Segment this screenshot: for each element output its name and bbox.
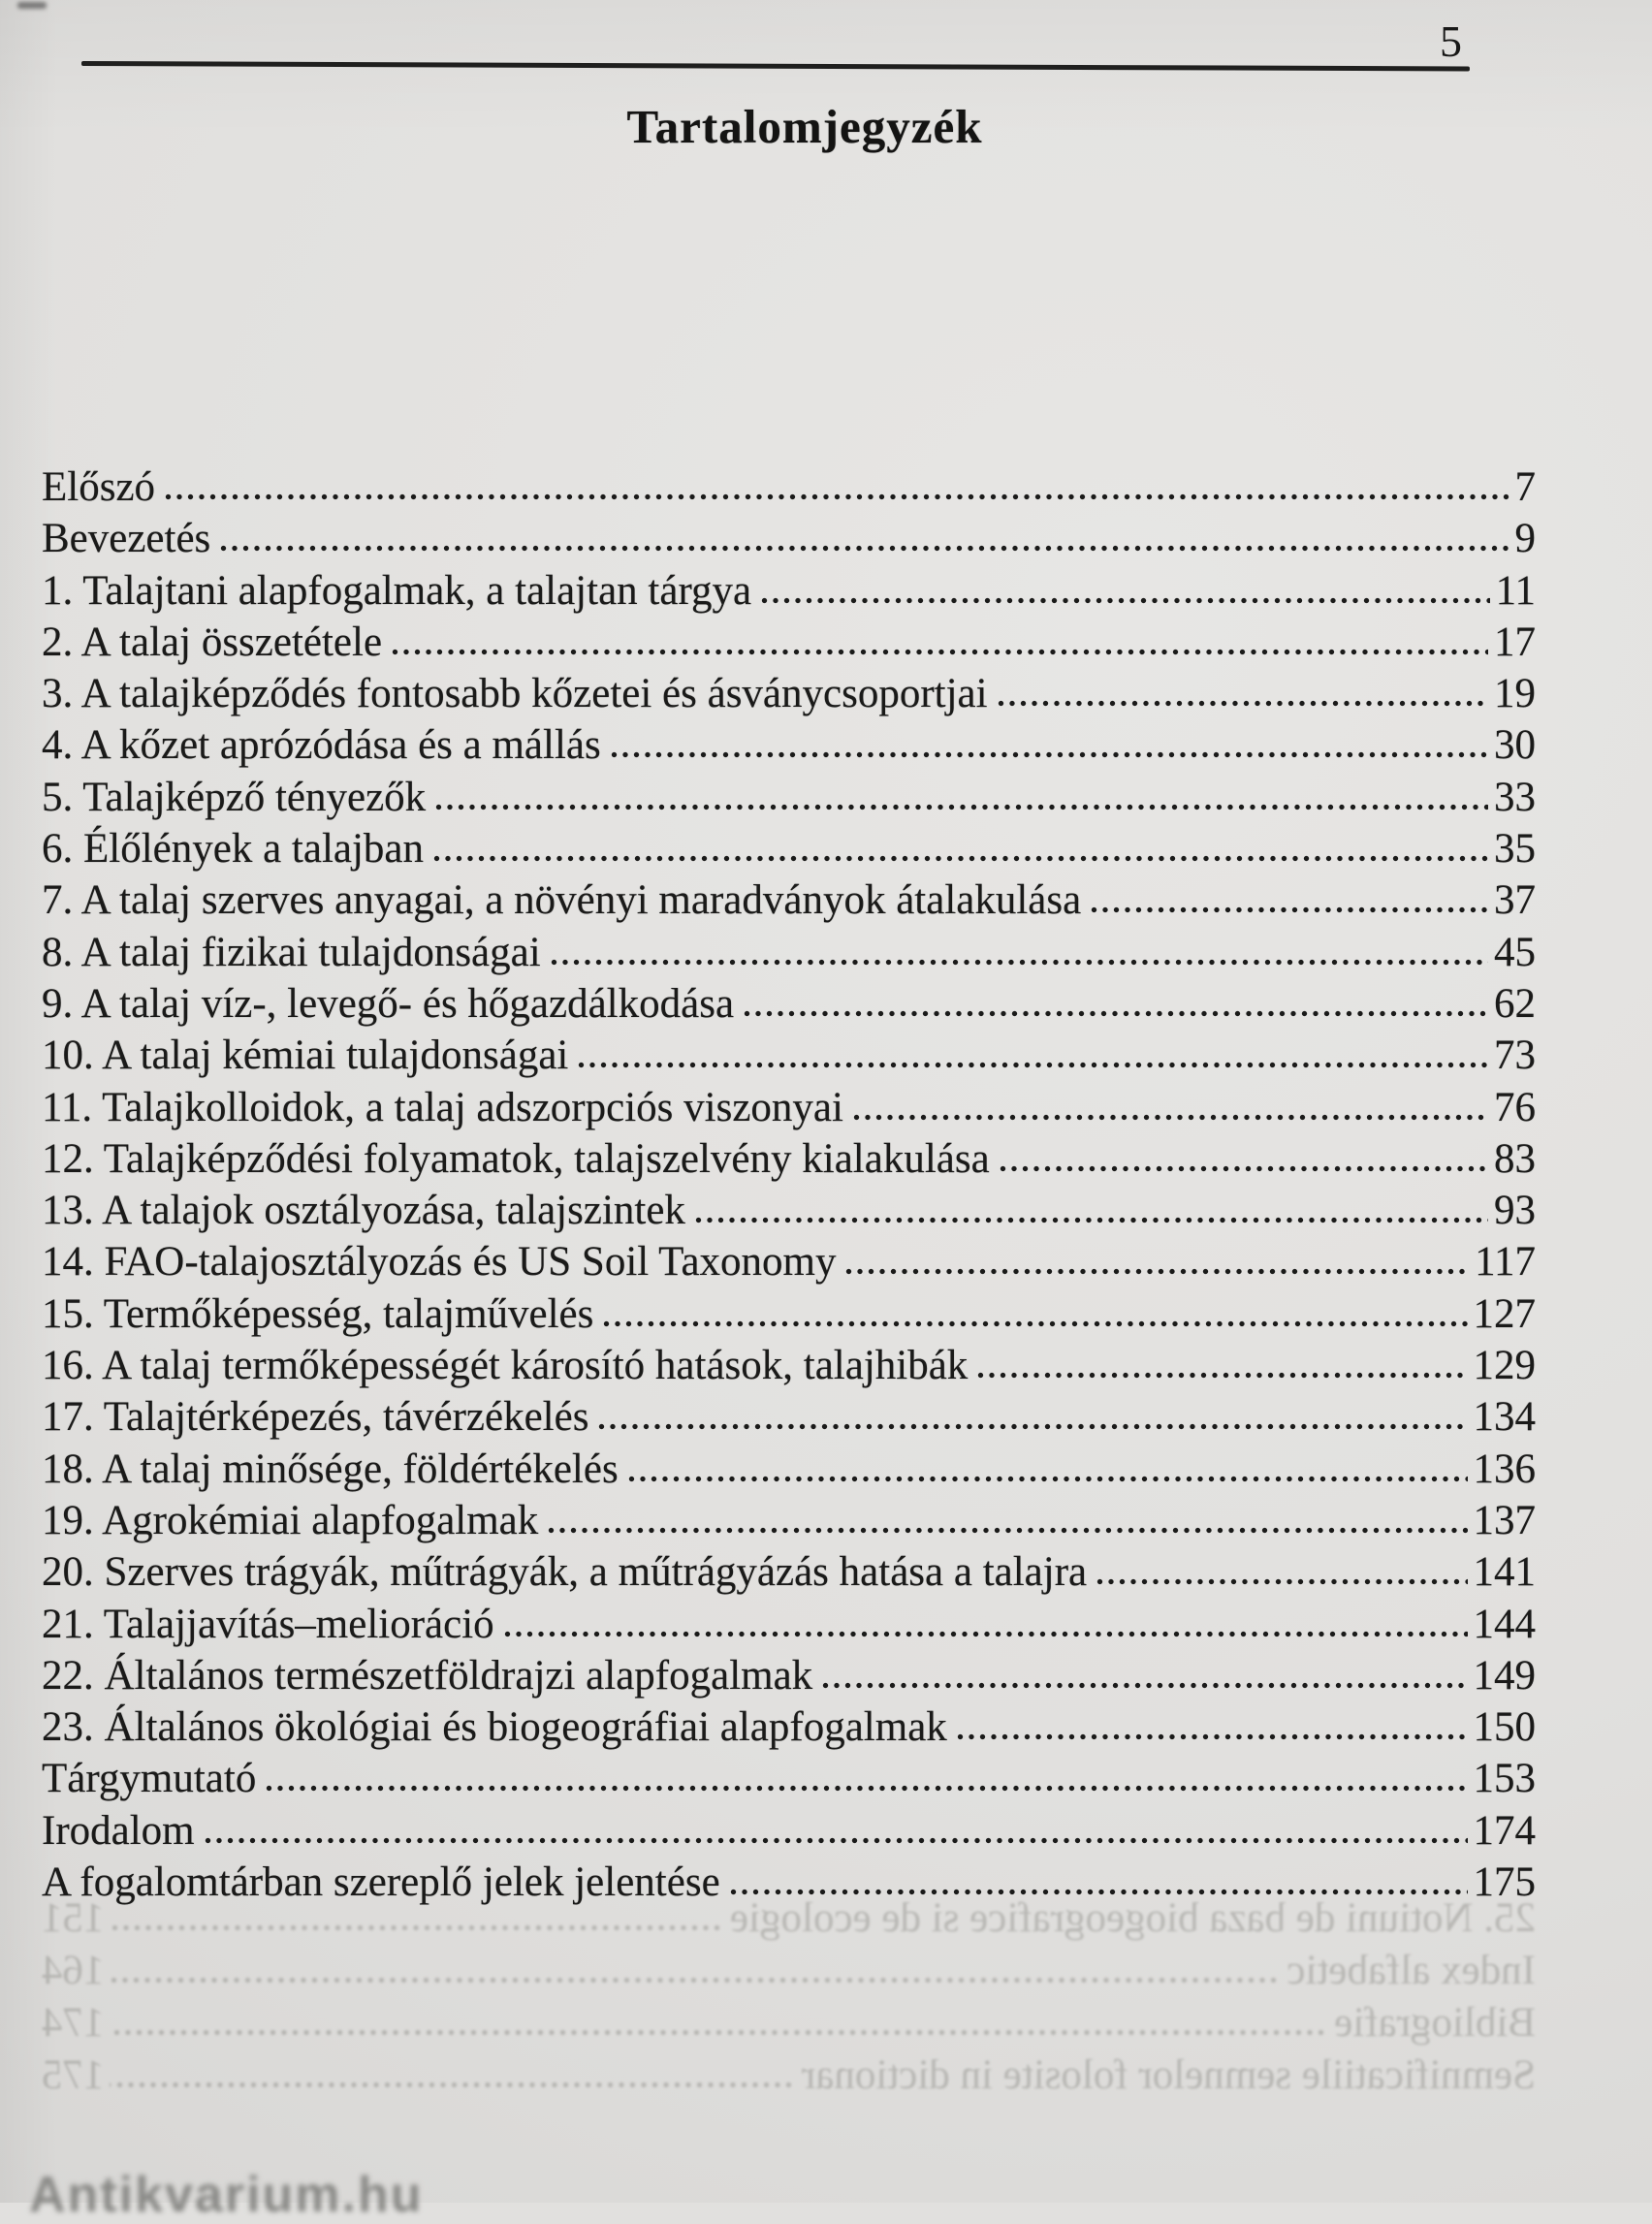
dot-leader: [433, 855, 1488, 862]
toc-entry-label: 22. Általános természetföldrajzi alapfogalmak: [42, 1652, 813, 1699]
toc-entry-label: Bibliografie: [1334, 2000, 1536, 2046]
toc-entry-label: 5. Talajképző tényezők: [42, 774, 427, 820]
dot-leader: [392, 649, 1488, 655]
toc-row: [42, 1703, 1536, 1755]
toc-entry-label: 1. Talajtani alapfogalmak, a talajtan tárgya: [42, 567, 752, 614]
toc-entry-page: 45: [1494, 929, 1536, 975]
toc-row: [42, 1652, 1536, 1703]
toc-entry-label: 16. A talaj termőképességét károsító hatások, talajhibák: [42, 1343, 969, 1389]
dot-leader: [603, 1320, 1467, 1327]
toc-entry-label: 11. Talajkolloidok, a talaj adszorpciós viszonyai: [42, 1084, 843, 1130]
toc-row: [42, 1393, 1536, 1445]
toc-entry-page: 175: [42, 2052, 105, 2098]
toc-entry-page: 93: [1494, 1188, 1536, 1234]
toc-entry-page: 174: [42, 2000, 105, 2046]
toc-row: [42, 1342, 1536, 1393]
toc-entry-label: 13. A talajok osztályozása, talajszintek: [42, 1188, 685, 1234]
toc-entry-page: 62: [1494, 980, 1536, 1027]
toc-row: [42, 1032, 1536, 1083]
toc-entry-page: 144: [1473, 1601, 1536, 1647]
page-number: 5: [1440, 16, 1462, 66]
toc-entry-label: Index alfabetic: [1287, 1948, 1536, 1993]
toc-entry-page: 134: [1473, 1394, 1536, 1441]
watermark: Antikvarium.hu: [29, 2167, 424, 2223]
dot-leader: [504, 1631, 1468, 1637]
toc-entry-page: 151: [42, 1895, 105, 1941]
dot-leader: [551, 959, 1488, 966]
dot-leader: [1091, 906, 1488, 913]
dot-leader: [220, 545, 1509, 552]
toc-entry-label: 7. A talaj szerves anyagai, a növényi maradványok átalakulása: [42, 877, 1082, 924]
dot-leader: [266, 1785, 1467, 1792]
dot-leader: [998, 700, 1488, 707]
toc-row: [42, 774, 1536, 825]
dot-leader: [598, 1423, 1467, 1430]
toc-entry-label: Irodalom: [42, 1807, 195, 1854]
dot-leader: [628, 1476, 1468, 1482]
toc-entry-label: 9. A talaj víz-, levegő- és hőgazdálkodása: [42, 980, 735, 1027]
toc-entry-page: 35: [1494, 826, 1536, 873]
dot-leader: [435, 804, 1488, 810]
toc-entry-page: 117: [1475, 1239, 1536, 1286]
toc-entry-label: 23. Általános ökológiai és biogeográfiai alapfogalmak: [42, 1704, 947, 1751]
toc-entry-page: 174: [1473, 1807, 1536, 1854]
toc-entry-label: 3. A talajképződés fontosabb kőzetei és ásványcsoportjai: [42, 671, 988, 717]
scan-artifact: [17, 2, 47, 9]
header-rule: [81, 61, 1470, 71]
toc-row: [42, 1446, 1536, 1497]
dot-leader: [548, 1527, 1467, 1534]
toc-entry-label: Bevezetés: [42, 516, 211, 562]
dot-leader: [845, 1268, 1469, 1275]
toc-entry-page: 150: [1473, 1704, 1536, 1751]
toc-row: [42, 1135, 1536, 1187]
toc-entry-label: 4. A kőzet aprózódása és a mállás: [42, 722, 601, 769]
toc-entry-label: A fogalomtárban szereplő jelek jelentése: [42, 1859, 720, 1906]
dot-leader: [822, 1682, 1467, 1689]
toc-entry-page: 30: [1494, 722, 1536, 769]
dot-leader: [111, 2029, 1325, 2036]
page-title: Tartalomjegyzék: [626, 100, 983, 153]
toc-entry-page: 83: [1494, 1135, 1536, 1182]
dot-leader: [1096, 1578, 1467, 1585]
toc-row: [42, 1947, 1536, 1999]
toc-entry-page: 137: [1473, 1497, 1536, 1543]
toc-entry-page: 175: [1473, 1859, 1536, 1906]
dot-leader: [853, 1114, 1488, 1121]
dot-leader: [977, 1372, 1467, 1379]
toc-entry-page: 129: [1473, 1343, 1536, 1389]
toc-entry-label: 17. Talajtérképezés, távérzékelés: [42, 1394, 589, 1441]
toc-entry-page: 127: [1473, 1290, 1536, 1337]
dot-leader: [761, 597, 1490, 604]
toc-entry-label: Semnificatiile semnelor folosite in dictionar: [801, 2052, 1536, 2098]
toc-entry-page: 11: [1495, 567, 1536, 614]
toc-entry-page: 37: [1494, 877, 1536, 924]
dot-leader: [165, 493, 1509, 500]
dot-leader: [205, 1837, 1468, 1844]
dot-leader: [578, 1062, 1488, 1068]
toc-row: [42, 619, 1536, 670]
toc-entry-page: 136: [1473, 1446, 1536, 1492]
toc-row: [42, 1187, 1536, 1238]
toc-row: [42, 670, 1536, 721]
toc-row: [42, 1601, 1536, 1652]
toc-row: [42, 1290, 1536, 1342]
toc-row: [42, 929, 1536, 980]
dot-leader: [744, 1010, 1488, 1017]
toc-row: [42, 1999, 1536, 2051]
toc-entry-page: 19: [1494, 671, 1536, 717]
toc-row: [42, 1807, 1536, 1859]
toc-entry-label: 18. A talaj minősége, földértékelés: [42, 1446, 619, 1492]
toc-row: [42, 463, 1536, 515]
dot-leader: [1000, 1165, 1488, 1172]
toc-entry-label: 10. A talaj kémiai tulajdonságai: [42, 1033, 569, 1079]
dot-leader: [111, 1924, 720, 1931]
toc-row: [42, 1548, 1536, 1600]
dot-leader: [111, 1977, 1278, 1984]
toc-entry-label: 15. Termőképesség, talajművelés: [42, 1290, 594, 1337]
toc-row: [42, 1238, 1536, 1289]
toc-entry-label: 21. Talajjavítás–melioráció: [42, 1601, 494, 1647]
toc-row: [42, 1894, 1536, 1947]
toc-row: [42, 1755, 1536, 1806]
toc-row: [42, 876, 1536, 928]
dot-leader: [695, 1217, 1488, 1223]
toc-entry-label: 19. Agrokémiai alapfogalmak: [42, 1497, 539, 1543]
toc-row: [42, 567, 1536, 619]
toc-entry-page: 7: [1514, 464, 1536, 510]
toc-entry-page: 9: [1514, 516, 1536, 562]
toc-row: [42, 515, 1536, 566]
toc-entry-label: Előszó: [42, 464, 156, 510]
toc-entry-label: 14. FAO-talajosztályozás és US Soil Taxonomy: [42, 1239, 837, 1286]
toc-entry-label: 12. Talajképződési folyamatok, talajszelvény kialakulása: [42, 1135, 990, 1182]
toc-list: [42, 463, 1536, 1910]
toc-entry-page: 141: [1473, 1549, 1536, 1596]
toc-row: [42, 825, 1536, 876]
toc-entry-page: 33: [1494, 774, 1536, 820]
toc-entry-page: 17: [1494, 619, 1536, 665]
toc-entry-label: 8. A talaj fizikai tulajdonságai: [42, 929, 541, 975]
toc-entry-label: 25. Notiuni de baza biogeografice si de ecologie: [729, 1895, 1536, 1941]
toc-entry-page: 76: [1494, 1084, 1536, 1130]
toc-entry-label: 2. A talaj összetétele: [42, 619, 383, 665]
toc-entry-label: 6. Élőlények a talajban: [42, 826, 425, 873]
dot-leader: [957, 1733, 1468, 1740]
bleedthrough-list: [42, 1894, 1536, 2104]
dot-leader: [611, 751, 1488, 758]
toc-row: [42, 2051, 1536, 2104]
toc-row: [42, 721, 1536, 773]
toc-entry-page: 164: [42, 1948, 105, 1993]
toc-entry-label: Tárgymutató: [42, 1756, 257, 1802]
toc-row: [42, 1497, 1536, 1548]
toc-row: [42, 980, 1536, 1032]
toc-entry-page: 149: [1473, 1652, 1536, 1699]
toc-row: [42, 1084, 1536, 1135]
toc-entry-page: 153: [1473, 1756, 1536, 1802]
toc-entry-label: 20. Szerves trágyák, műtrágyák, a műtrágyázás hatása a talajra: [42, 1549, 1088, 1596]
toc-entry-page: 73: [1494, 1033, 1536, 1079]
dot-leader: [111, 2081, 792, 2088]
